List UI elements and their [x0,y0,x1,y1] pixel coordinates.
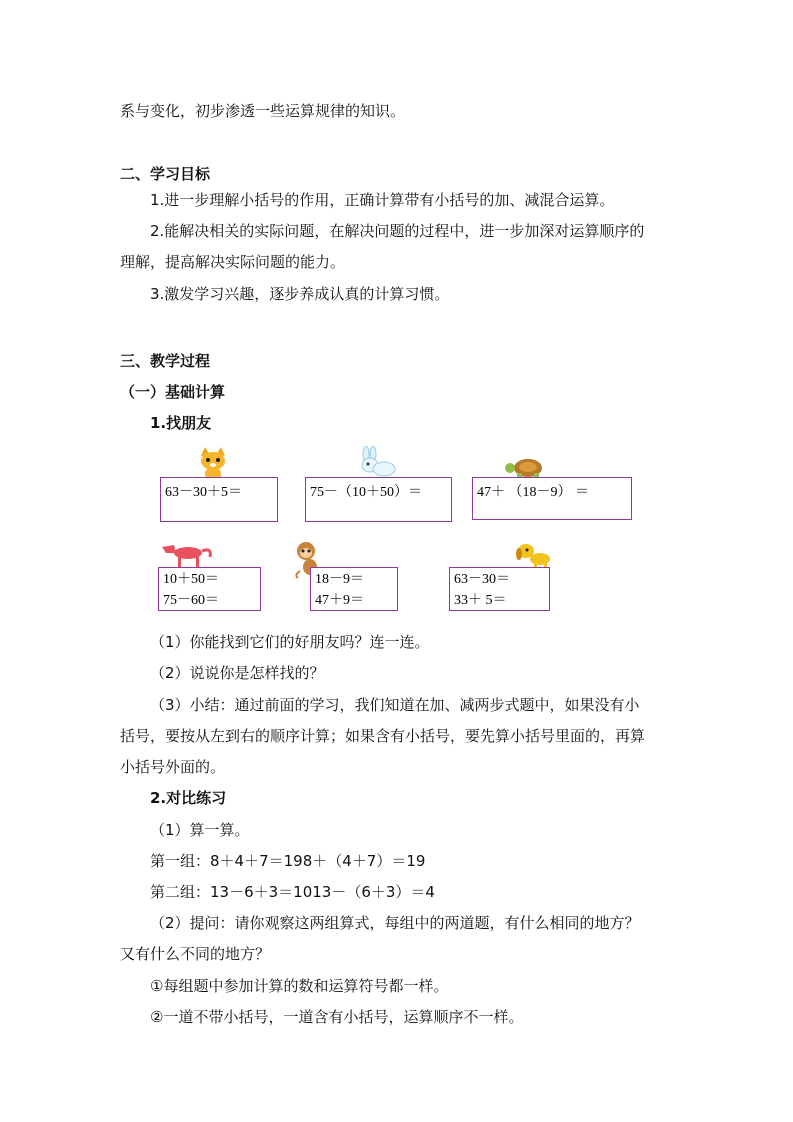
subsection-basic-calc: （一）基础计算 [120,383,226,401]
group-1: 第一组：8＋4＋7＝198＋（4＋7）＝19 [150,852,426,870]
turtle-icon [504,456,548,478]
item-comparison-title: 2.对比练习 [150,789,227,807]
equation-text-1: 10＋50＝ [163,572,219,587]
equation-card-2 [305,477,452,522]
equation-text: 75－（10＋50）＝ [310,485,422,500]
equation-text-2: 47＋9＝ [315,593,364,608]
question-1: （1）你能找到它们的好朋友吗？连一连。 [150,633,430,651]
equation-text: 47＋ （18－9） ＝ [477,485,589,500]
answer-2: ②一道不带小括号，一道含有小括号，运算顺序不一样。 [150,1008,524,1026]
section-heading-goals: 二、学习目标 [120,165,211,183]
horse-icon [158,541,214,569]
practice-calc: （1）算一算。 [150,821,250,839]
summary-line-3: 小括号外面的。 [120,758,226,776]
equation-card-4 [158,567,261,611]
answer-1: ①每组题中参加计算的数和运算符号都一样。 [150,977,449,995]
prompt-line-2: 又有什么不同的地方？ [120,945,271,963]
intro-text: 系与变化，初步渗透一些运算规律的知识。 [120,102,406,120]
equation-card-1 [160,477,278,522]
goal-3: 3.激发学习兴趣，逐步养成认真的计算习惯。 [150,285,450,303]
prompt-line-1: （2）提问：请你观察这两组算式，每组中的两道题，有什么相同的地方？ [150,914,640,932]
goal-1: 1.进一步理解小括号的作用，正确计算带有小括号的加、减混合运算。 [150,191,615,209]
equation-card-3 [472,477,632,520]
question-2: （2）说说你是怎样找的？ [150,664,325,682]
rabbit-icon [354,446,398,478]
goal-2-line-1: 2.能解决相关的实际问题，在解决问题的过程中，进一步加深对运算顺序的 [150,222,645,240]
group-2: 第二组：13－6＋3＝1013－（6＋3）＝4 [150,883,435,901]
equation-text-1: 18－9＝ [315,572,364,587]
equation-text-2: 75－60＝ [163,593,219,608]
summary-line-2: 括号，要按从左到右的顺序计算；如果含有小括号，要先算小括号里面的，再算 [120,727,646,745]
goal-2-line-2: 理解，提高解决实际问题的能力。 [120,253,346,271]
dog-icon [512,542,552,568]
item-find-friends-title: 1.找朋友 [150,414,212,432]
summary-line-1: （3）小结：通过前面的学习，我们知道在加、减两步式题中，如果没有小 [150,696,640,714]
equation-card-6 [449,567,550,611]
equation-text-2: 33＋ 5＝ [454,593,507,608]
equation-text-1: 63－30＝ [454,572,510,587]
equation-card-5 [310,567,398,611]
section-heading-process: 三、教学过程 [120,352,211,370]
equation-text: 63－30＋5＝ [165,485,242,500]
